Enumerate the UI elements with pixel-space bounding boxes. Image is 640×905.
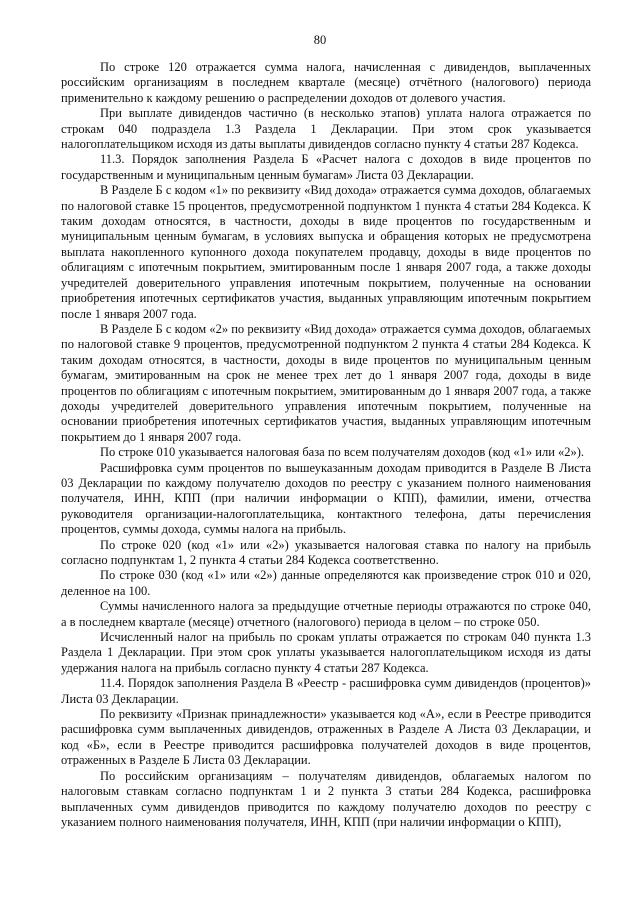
paragraph: Суммы начисленного налога за предыдущие отчетные периоды отражаются по строке 040, а в последнем квартале (месяце) отчетного (налогового) периода в целом – по строке 050. [61,599,591,629]
paragraph: При выплате дивидендов частично (в несколько этапов) уплата налога отражается по строкам 040 подраздела 1.3 Раздела 1 Декларации. При этом срок указывается налогоплательщиком исходя из даты выплаты дивидендов согласно пункту 4 статьи 287 Кодекса. [61,106,591,152]
paragraph: 11.4. Порядок заполнения Раздела В «Реестр - расшифровка сумм дивидендов (процентов)» Листа 03 Декларации. [61,676,591,706]
paragraph: Исчисленный налог на прибыль по срокам уплаты отражается по строкам 040 пункта 1.3 Раздела 1 Декларации. При этом срок уплаты указывается налогоплательщиком исходя из даты удержания налога на прибыль согласно пункту 4 статьи 287 Кодекса. [61,630,591,675]
paragraph: 11.3. Порядок заполнения Раздела Б «Расчет налога с доходов в виде процентов по государственным и муниципальным ценным бумагам» Листа 03 Декларации. [61,152,591,182]
paragraph: По реквизиту «Признак принадлежности» указывается код «А», если в Реестре приводится расшифровка сумм выплаченных дивидендов, отраженных в Разделе А Листа 03 Декларации, и код «Б», если в Реестре приводится расшифровка получателей доходов в виде процентов, отраженных в Разделе Б Листа 03 Декларации. [61,707,591,768]
paragraph: По строке 030 (код «1» или «2») данные определяются как произведение строк 010 и 020, деленное на 100. [61,568,591,598]
paragraph: По российским организациям – получателям дивидендов, облагаемых налогом по налоговым ставкам согласно подпунктам 1 и 2 пункта 3 статьи 284 Кодекса, расшифровка выплаченных сумм дивидендов приводится по каждому получателю доходов по реестру с указанием полного наименования получателя, ИНН, КПП (при наличии информации о КПП), [61,768,591,829]
document-body [61,60,591,830]
paragraph: По строке 010 указывается налоговая база по всем получателям доходов (код «1» или «2»). [100,445,585,460]
paragraph: В Разделе Б с кодом «1» по реквизиту «Вид дохода» отражается сумма доходов, облагаемых по налоговой ставке 15 процентов, предусмотренной подпунктом 1 пункта 4 статьи 284 Кодекса. К таким доходам относятся, в частности, доходы в виде процентов по государственным и муниципальным ценным бумагам, в условиях выпуска и обращения которых не предусмотрена выплата накопленного купонного дохода покупателем продавцу, доходы в виде процентов по облигациям с ипотечным покрытием, эмитированным после 1 января 2007 года, а также доходы учредителей доверительного управления ипотечным покрытием, полученные на основании приобретения ипотечных сертификатов участия, выданных управляющим ипотечным покрытием после 1 января 2007 года. [61,183,591,321]
paragraph: По строке 020 (код «1» или «2») указывается налоговая ставка по налогу на прибыль согласно подпунктам 1, 2 пункта 4 статьи 284 Кодекса соответственно. [61,537,591,567]
paragraph: По строке 120 отражается сумма налога, начисленная с дивидендов, выплаченных российским организациям в последнем квартале (месяце) отчётного (налогового) периода применительно к каждому решению о распределении доходов от долевого участия. [61,60,591,105]
paragraph: В Разделе Б с кодом «2» по реквизиту «Вид дохода» отражается сумма доходов, облагаемых по налоговой ставке 9 процентов, предусмотренной подпунктом 2 пункта 4 статьи 284 Кодекса. К таким доходам относятся, в частности, доходы в виде процентов по муниципальным ценным бумагам, эмитированным на срок не менее трех лет до 1 января 2007 года, доходы в виде процентов по облигациям с ипотечным покрытием, эмитированным до 1 января 2007 года, а также доходы учредителей доверительного управления ипотечным покрытием, полученные на основании приобретения ипотечных сертификатов участия, выданных управляющим ипотечным покрытием до 1 января 2007 года. [61,321,591,444]
paragraph: Расшифровка сумм процентов по вышеуказанным доходам приводится в Разделе В Листа 03 Декларации по каждому получателю доходов по реестру с указанием полного наименования получателя, ИНН, КПП (при наличии информации о КПП), фамилии, имени, отчества руководителя организации-налогоплательщика, контактного телефона, даты перечисления процентов, суммы дохода, суммы налога на прибыль. [61,460,591,537]
page-number: 80 [313,33,327,47]
